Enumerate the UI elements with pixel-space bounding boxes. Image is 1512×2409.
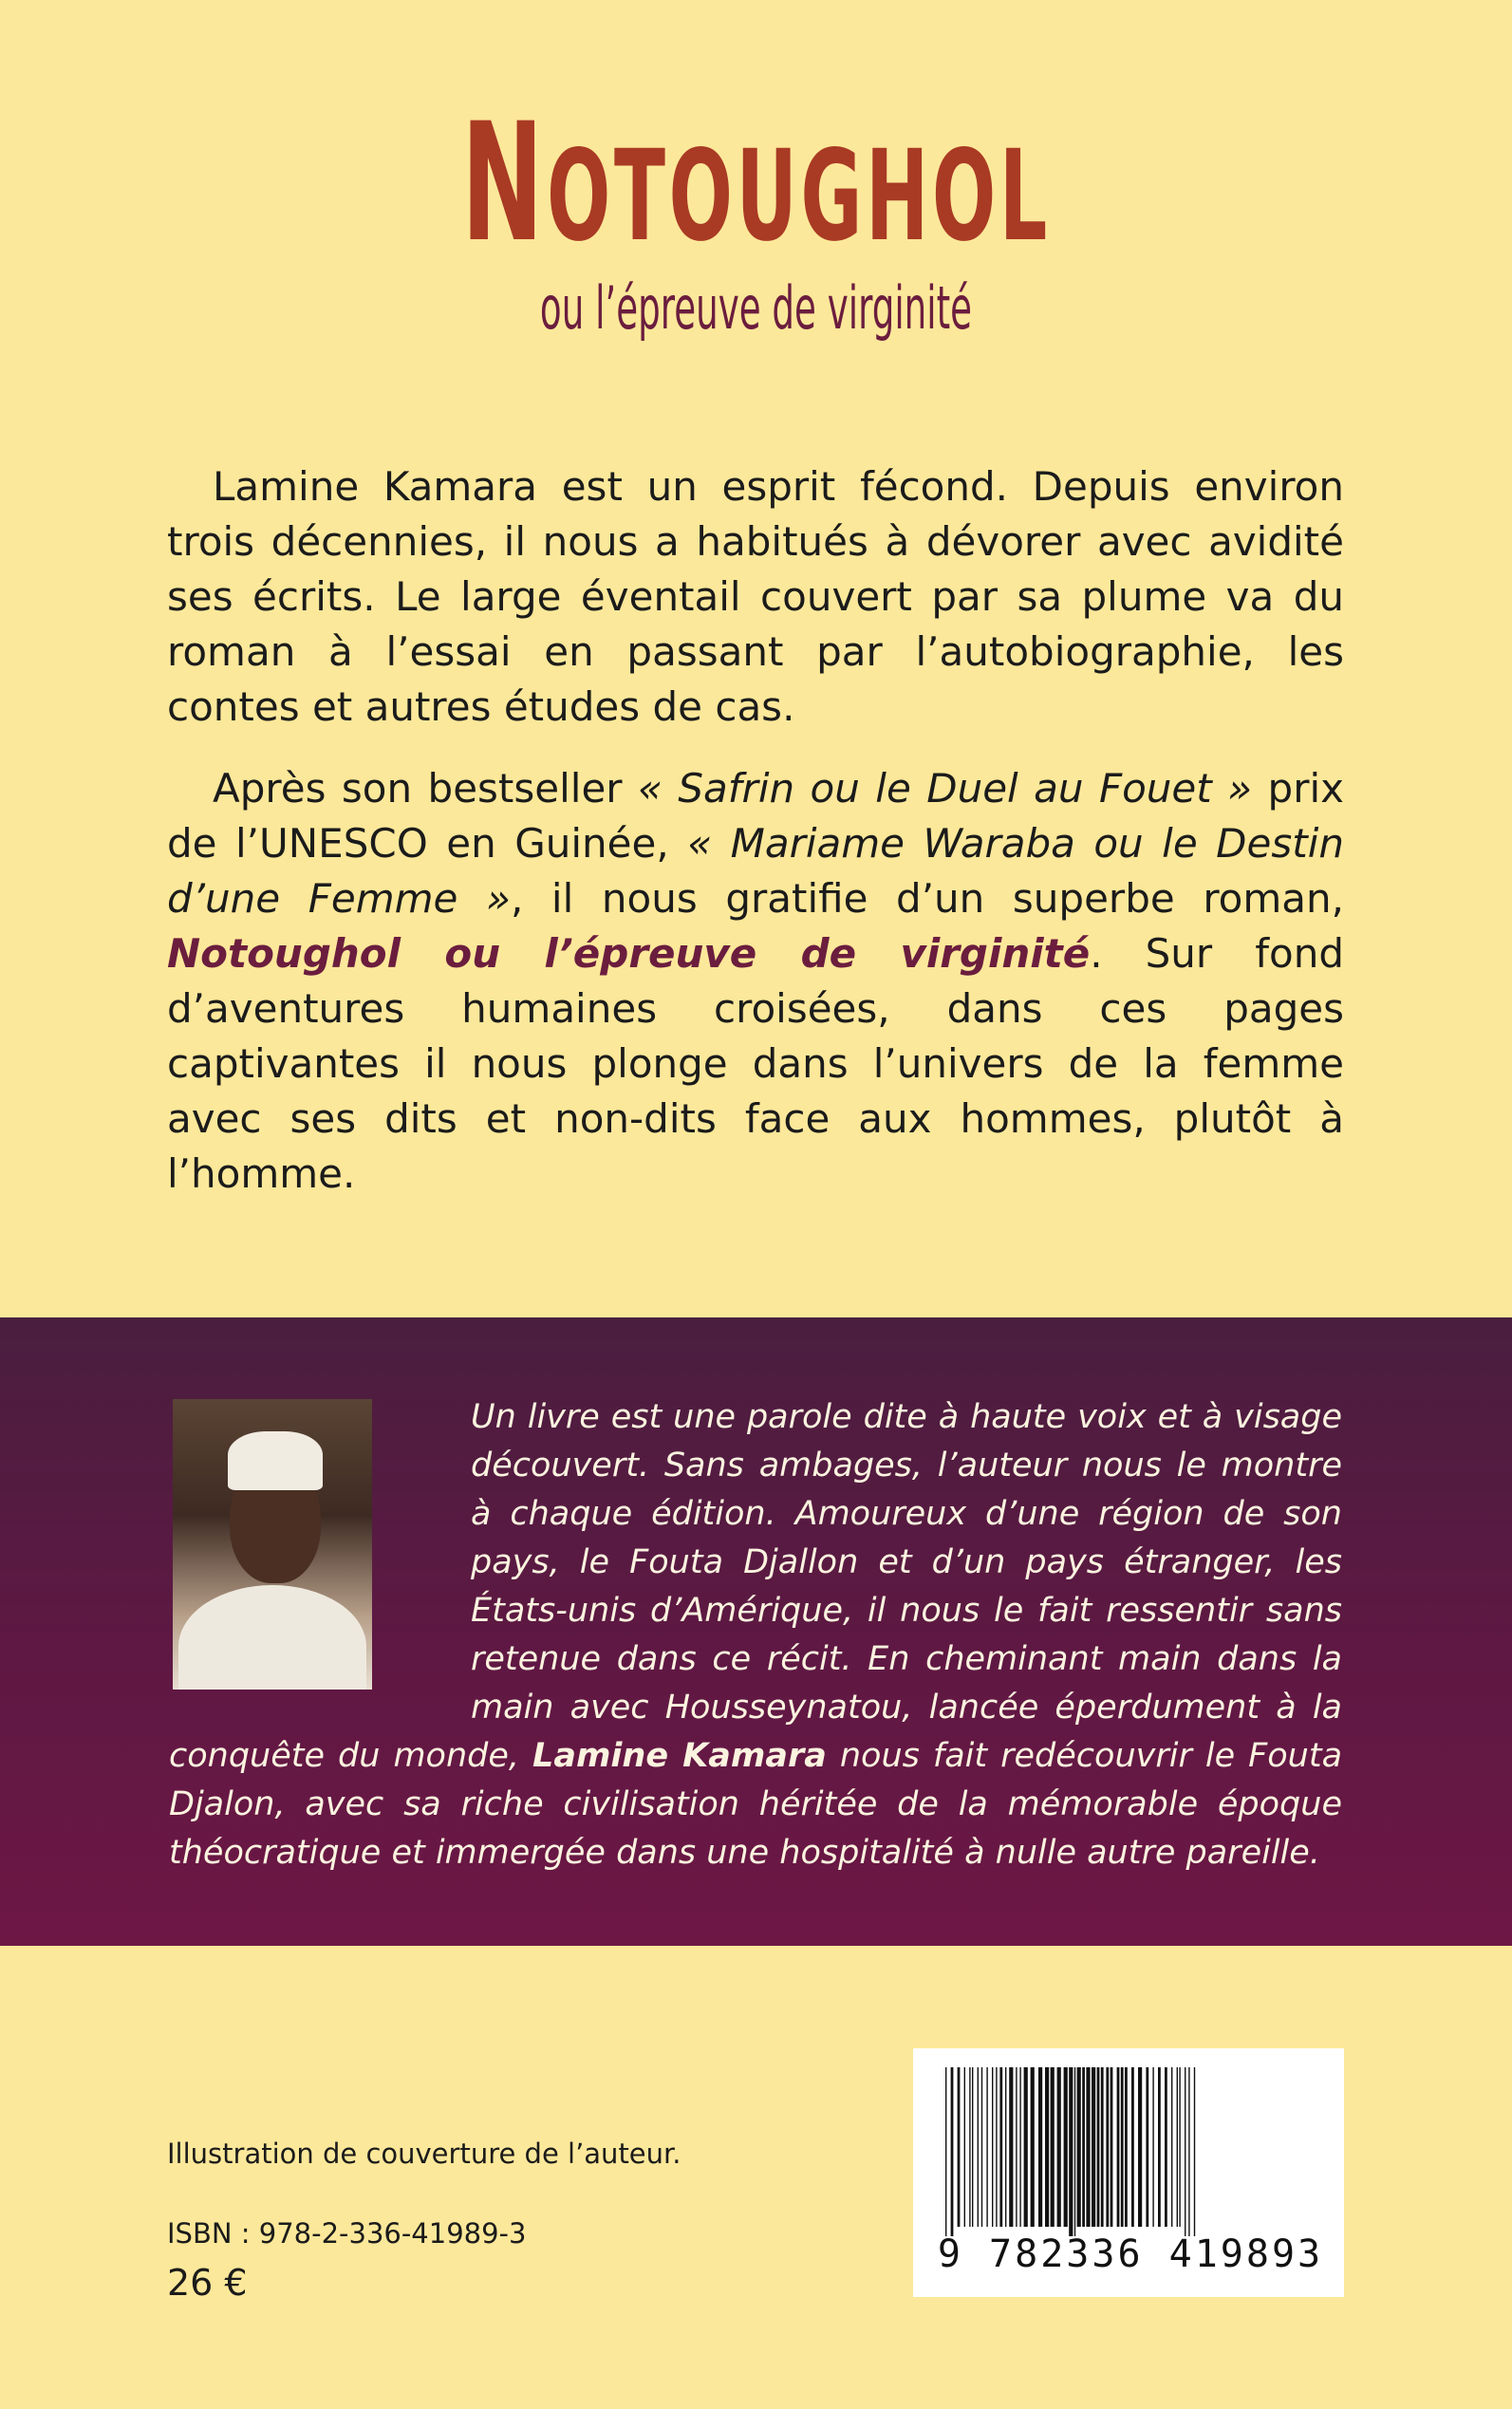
barcode-digits: 9 782336 419893 xyxy=(937,2232,1324,2276)
barcode-bar xyxy=(1131,2067,1134,2227)
barcode-bar xyxy=(1092,2067,1095,2227)
summary-text: . Sur fond d’aventures humaines croisées, dans ces pages captivantes il nous plonge dans l’univers de la femme avec ses dits et non-dits face aux hommes, plutôt à l’homme. xyxy=(167,930,1344,1197)
isbn: ISBN : 978-2-336-41989-3 xyxy=(167,2217,527,2250)
summary-text: prix de l’UNESCO en Guinée, xyxy=(167,765,1345,867)
barcode-bar xyxy=(1038,2067,1042,2227)
book-title xyxy=(303,87,1210,278)
barcode-bar xyxy=(1064,2067,1068,2227)
author-band xyxy=(0,1317,1512,1946)
barcode-bar xyxy=(992,2067,993,2227)
barcode-bar xyxy=(1117,2067,1120,2227)
barcode-bar xyxy=(1069,2067,1073,2236)
barcode-bar xyxy=(1009,2067,1013,2227)
barcode-bar xyxy=(1097,2067,1100,2227)
barcode-bar xyxy=(1077,2067,1081,2227)
barcode-bar xyxy=(1171,2067,1172,2227)
barcode-bar xyxy=(1057,2067,1061,2227)
barcode-bar xyxy=(1194,2067,1195,2236)
barcode-bar xyxy=(1016,2067,1017,2227)
barcode-bar xyxy=(945,2067,946,2236)
illustration-credit: Illustration de couverture de l’auteur. xyxy=(167,2138,681,2170)
barcode-bar xyxy=(1045,2067,1049,2227)
barcode-bar xyxy=(1106,2067,1109,2227)
barcode-bar xyxy=(1074,2067,1075,2236)
barcode-bar xyxy=(1138,2067,1142,2227)
barcode-bar xyxy=(986,2067,987,2227)
barcode-bar xyxy=(1158,2067,1161,2227)
summary-text: , il nous gratifie d’un superbe roman, xyxy=(510,875,1344,922)
barcode-bar xyxy=(1165,2067,1167,2227)
barcode-bar xyxy=(1005,2067,1006,2227)
barcode-bar xyxy=(1152,2067,1153,2227)
author-name: Lamine Kamara xyxy=(532,1737,827,1775)
barcode-bar xyxy=(999,2067,1002,2227)
photo-spacer xyxy=(169,1393,471,1695)
barcode-bar xyxy=(1019,2067,1020,2227)
barcode-bar xyxy=(981,2067,982,2227)
summary xyxy=(167,459,1344,1228)
book-title-initial: N xyxy=(461,87,548,278)
summary-text: Après son bestseller xyxy=(213,765,638,812)
quote-text: nous fait redécouvrir le Fouta Djalon, avec sa riche civilisation héritée de la mémorable époque théocratique et immergée dans une hospitalité à nulle autre pareille. xyxy=(169,1737,1343,1872)
barcode-bar xyxy=(1101,2067,1104,2227)
barcode-bar xyxy=(1146,2067,1148,2227)
barcode-bar xyxy=(1188,2067,1189,2236)
barcode-bar xyxy=(1051,2067,1055,2227)
cited-title: « Mariame Waraba ou le Destin d’une Femme » xyxy=(167,820,1344,922)
book-subtitle: ou l’épreuve de virginité xyxy=(539,273,973,343)
book-title-rest: OTOUGHOL xyxy=(547,123,1051,270)
barcode-bar xyxy=(1031,2067,1035,2227)
barcode-bar xyxy=(969,2067,970,2227)
barcode-bar xyxy=(1024,2067,1028,2227)
cited-title: « Safrin ou le Duel au Fouet » xyxy=(638,765,1253,812)
barcode-bar xyxy=(958,2067,961,2227)
price: 26 € xyxy=(167,2262,248,2304)
cover-header xyxy=(0,87,1512,343)
quote-text: Un livre est une parole dite à haute voix et à visage découvert. Sans ambages, l’auteur nous le montre à chaque édition. Amoureux d’une région de son pays, le Fouta Djallon et d’un pays étranger, les États-unis d’Amérique, il nous le fait ressentir sans retenue dans ce récit. En cheminant main dans la main avec Housseynatou, lancée éperdument à la conquête du monde, xyxy=(169,1398,1342,1775)
featured-title: Notoughol ou l’épreuve de virginité xyxy=(167,930,1091,977)
summary-paragraph-2 xyxy=(167,761,1344,1202)
barcode-bar xyxy=(1177,2067,1178,2227)
barcode-bar xyxy=(972,2067,973,2227)
summary-paragraph-1: Lamine Kamara est un esprit fécond. Depuis environ trois décennies, il nous a habitués à dévorer avec avidité ses écrits. Le large éventail couvert par sa plume va du roman à l’essai en passant par l’autobiographie, les contes et autres études de cas. xyxy=(167,463,1344,730)
barcode-bar xyxy=(1121,2067,1124,2227)
barcode xyxy=(913,2048,1344,2297)
author-quote xyxy=(169,1393,1342,1877)
barcode-bar xyxy=(1125,2067,1128,2227)
barcode-bar xyxy=(978,2067,979,2227)
barcode-bar xyxy=(1111,2067,1113,2227)
barcode-bar xyxy=(996,2067,997,2227)
barcode-bars xyxy=(913,2048,1344,2238)
barcode-bar xyxy=(1179,2067,1180,2227)
barcode-bar xyxy=(1082,2067,1085,2227)
barcode-bar xyxy=(964,2067,965,2227)
barcode-bar xyxy=(951,2067,954,2236)
barcode-bar xyxy=(1086,2067,1090,2227)
